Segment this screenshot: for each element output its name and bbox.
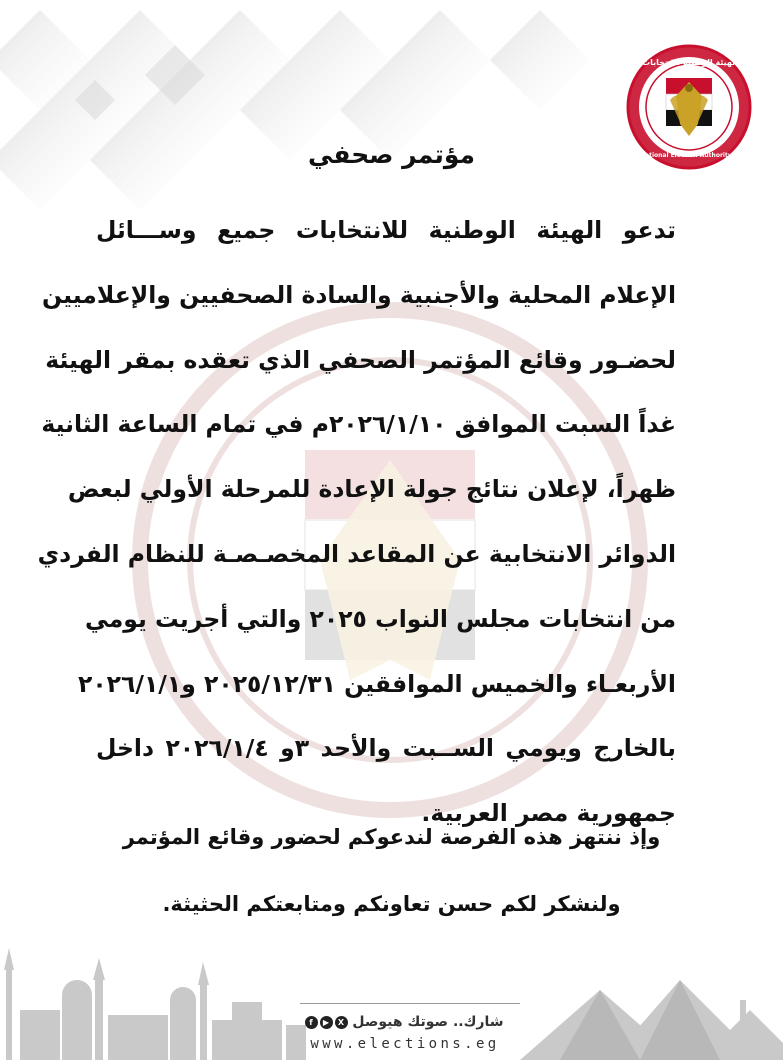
body-line: الأربعـاء والخميس الموافقين ٢٠٢٥/١٢/٣١ و٢٠٢٦/١/١ bbox=[78, 669, 676, 698]
website-url[interactable]: www.elections.eg bbox=[310, 1036, 500, 1052]
body-line: الدوائر الانتخابية عن المقاعد المخصـصـة للنظام الفردي bbox=[37, 539, 676, 568]
body-line: من انتخابات مجلس النواب ٢٠٢٥ والتي أجريت يومي bbox=[84, 604, 676, 633]
closing-line-1: وإذ ننتهز هذه الفرصة لندعوكم لحضور وقائع المؤتمر bbox=[122, 825, 661, 849]
share-slogan: شارك.. صوتك هيوصل bbox=[352, 1014, 504, 1030]
facebook-icon[interactable]: f bbox=[305, 1016, 318, 1029]
body-line: تدعو الهيئة الوطنية للانتخابات جميع وســـائل bbox=[96, 216, 676, 244]
logo-arabic-name: الهيئة الوطنية للانتخابات bbox=[642, 58, 738, 67]
x-icon[interactable]: X bbox=[335, 1016, 348, 1029]
body-line: بالخارج ويومي الســبت والأحد ٣و ٢٠٢٦/١/٤ داخل bbox=[96, 734, 676, 763]
announcement-body bbox=[37, 198, 676, 846]
footer-divider bbox=[300, 1003, 520, 1004]
body-line: ظهراً، لإعلان نتائج جولة الإعادة للمرحلة الأولي لبعض bbox=[67, 475, 676, 504]
page-title: مؤتمر صحفي bbox=[307, 140, 476, 169]
youtube-icon[interactable]: ▶ bbox=[320, 1016, 333, 1029]
body-line: الإعلام المحلية والأجنبية والسادة الصحفيين والإعلاميين bbox=[41, 280, 676, 309]
body-line: غداً السبت الموافق ٢٠٢٦/١/١٠م في تمام الساعة الثانية bbox=[41, 410, 676, 439]
body-line: لحضـور وقائع المؤتمر الصحفي الذي تعقده بمقر الهيئة bbox=[45, 345, 676, 374]
body-line: جمهورية مصر العربية. bbox=[421, 799, 676, 828]
logo-english-name: National Election Authority - Egypt bbox=[640, 152, 758, 159]
closing-line-2: ولنشكر لكم حسن تعاونكم ومتابعتكم الحثيثة. bbox=[162, 892, 621, 916]
footer-share bbox=[288, 1014, 518, 1030]
